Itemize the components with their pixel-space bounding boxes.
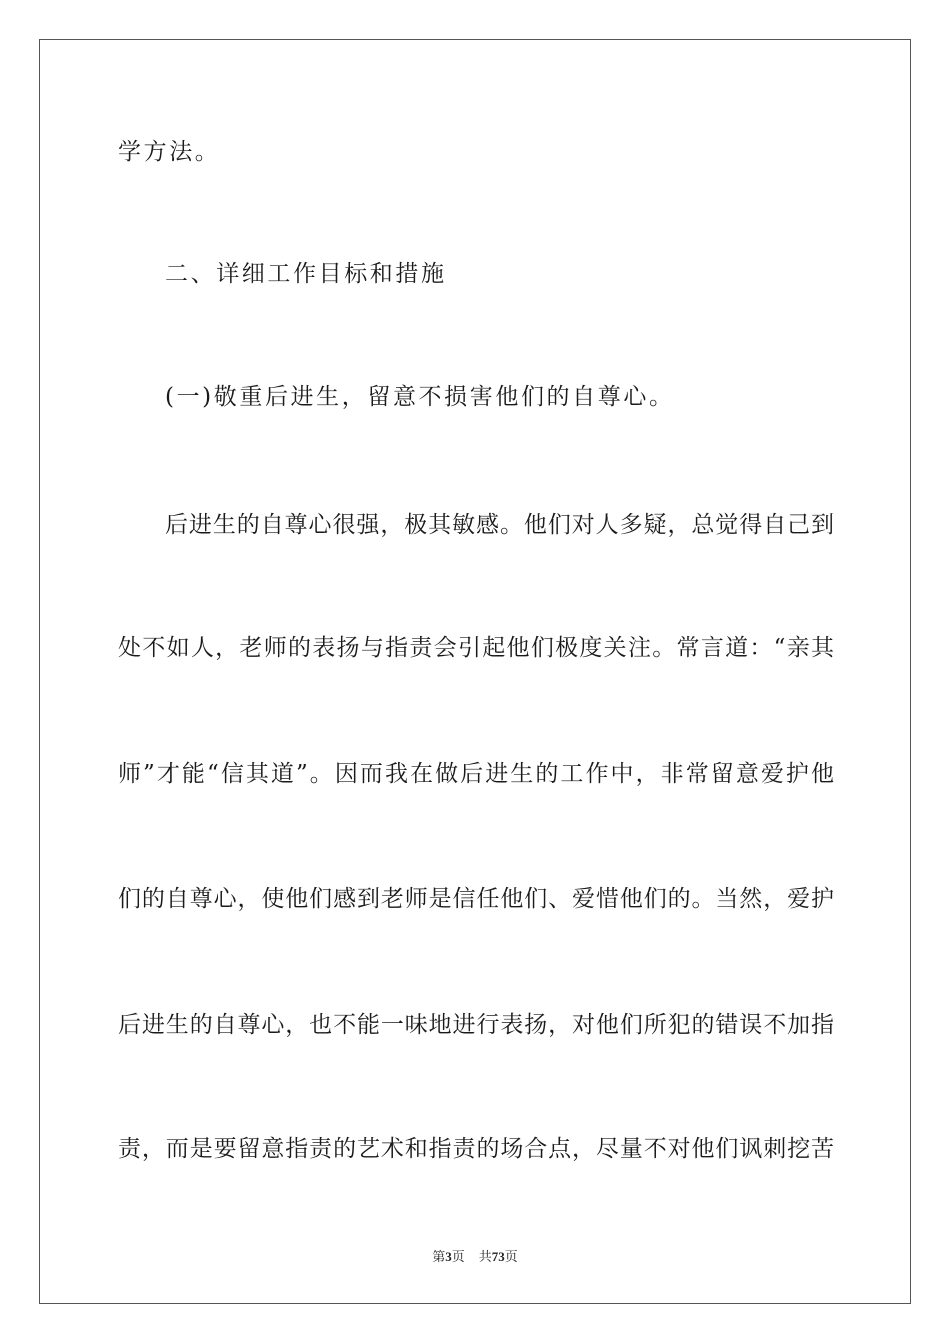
footer-total-prefix: 共 xyxy=(478,1249,492,1264)
text-line-1: 学方法。 xyxy=(118,139,221,165)
paragraph-line-2: 处不如人，老师的表扬与指责会引起他们极度关注。常言道：“亲其 xyxy=(118,635,834,661)
footer-total-pages: 73 xyxy=(491,1249,505,1264)
section-heading: 二、详细工作目标和措施 xyxy=(165,261,447,287)
page-border xyxy=(39,39,911,1304)
footer-page-prefix: 第 xyxy=(432,1249,446,1264)
subsection-heading: (一)敬重后进生，留意不损害他们的自尊心。 xyxy=(165,384,675,410)
paragraph-line-5: 后进生的自尊心，也不能一味地进行表扬，对他们所犯的错误不加指 xyxy=(118,1012,834,1038)
footer-page-number: 3 xyxy=(445,1249,452,1264)
page-footer xyxy=(0,1248,950,1266)
paragraph-line-1: 后进生的自尊心很强，极其敏感。他们对人多疑，总觉得自己到 xyxy=(165,512,834,538)
paragraph-line-3: 师”才能“信其道”。因而我在做后进生的工作中，非常留意爱护他 xyxy=(118,761,834,787)
paragraph-line-4: 们的自尊心，使他们感到老师是信任他们、爱惜他们的。当然，爱护 xyxy=(118,886,834,912)
footer-page-suffix: 页 xyxy=(451,1249,465,1264)
footer-total-suffix: 页 xyxy=(504,1249,518,1264)
paragraph-line-6: 责，而是要留意指责的艺术和指责的场合点，尽量不对他们讽刺挖苦 xyxy=(118,1136,834,1162)
